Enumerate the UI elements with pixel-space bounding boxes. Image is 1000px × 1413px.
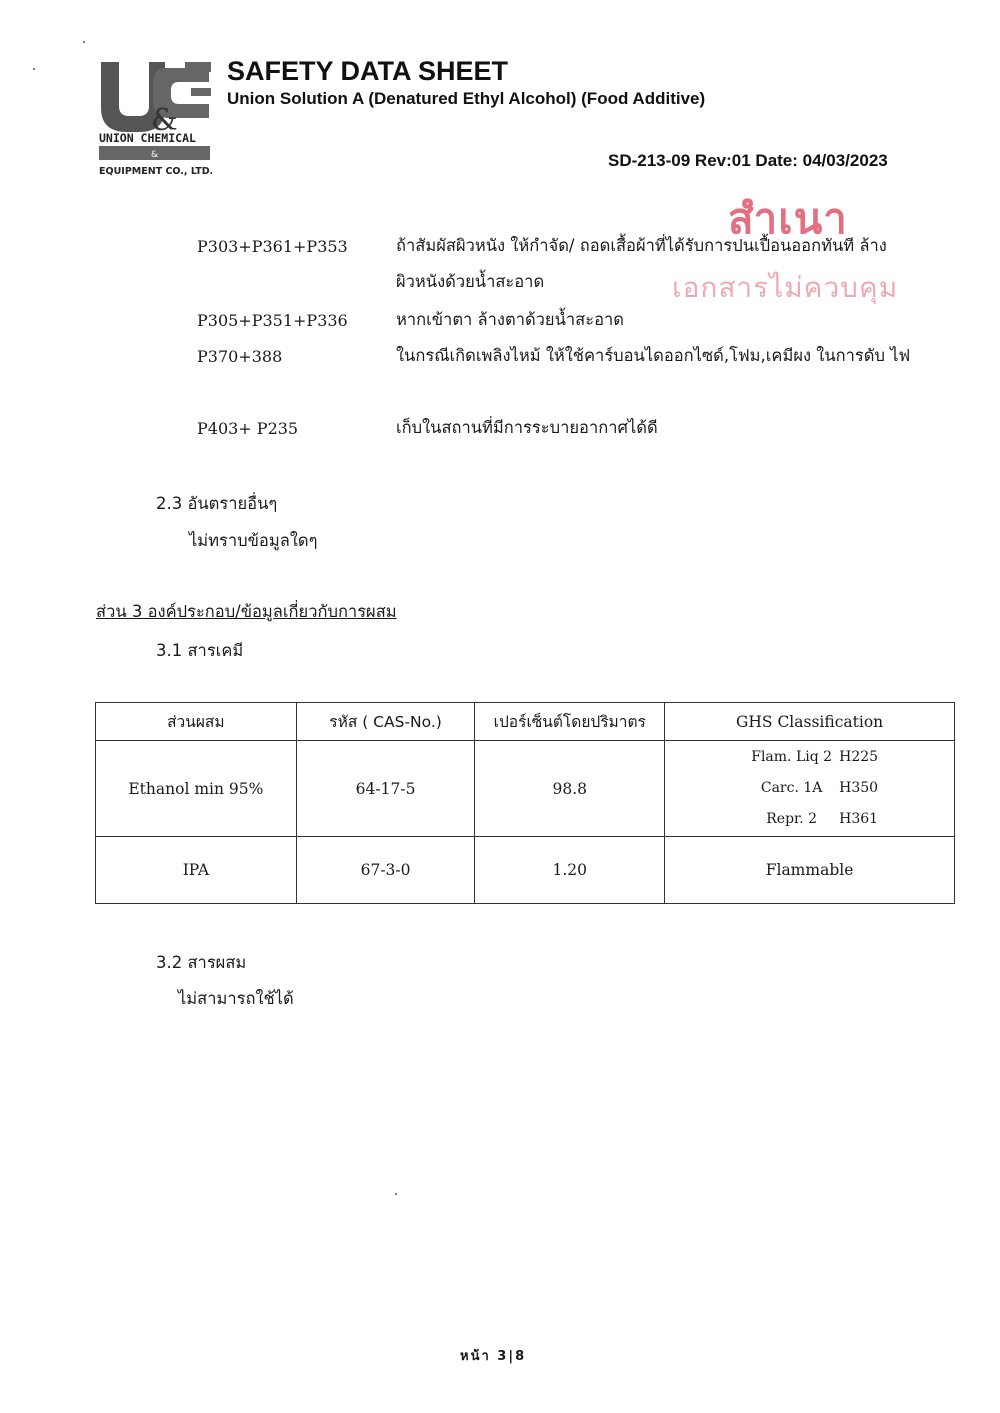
cell-ghs: Flammable [665,837,955,904]
header-cas: รหัส ( CAS-No.) [296,703,475,741]
scan-speck [395,1193,397,1195]
precaution-text: เก็บในสถานที่มีการระบายอากาศได้ดี [396,418,658,437]
composition-table [95,702,955,904]
cell-component: Ethanol min 95% [96,741,297,837]
logo-line1: UNION CHEMICAL [99,131,196,145]
document-subtitle: Union Solution A (Denatured Ethyl Alcohol) (Food Additive) [227,89,706,108]
cell-percent: 98.8 [475,741,665,837]
ghs-entry [744,742,954,773]
ghs-hazard-code: H361 [839,811,879,827]
header-component: ส่วนผสม [96,703,297,741]
section-2-3-body: ไม่ทราบข้อมูลใดๆ [189,531,318,550]
cell-cas: 67-3-0 [296,837,475,904]
ghs-hazard-code: H350 [839,780,879,796]
precaution-code: P403+ P235 [197,419,299,438]
stamp-uncontrolled-label: เอกสารไม่ควบคุม [672,271,899,304]
section-3-2-body: ไม่สามารถใช้ได้ [178,989,294,1008]
cell-ghs [665,741,955,837]
company-logo [97,60,212,178]
cell-component: IPA [96,837,297,904]
cell-percent: 1.20 [475,837,665,904]
logo-line3: EQUIPMENT CO., LTD. [99,166,212,177]
stamp-copy-label: สำเนา [728,194,848,243]
header-percent: เปอร์เซ็นต์โดยปริมาตร [475,703,665,741]
precaution-code: P303+P361+P353 [197,237,348,256]
uce-logo-graphic [97,60,212,178]
ghs-entry [744,773,954,804]
precaution-code: P370+388 [197,347,283,366]
scan-speck [33,68,35,70]
header-ghs: GHS Classification [665,703,955,741]
logo-line2: & [151,150,159,160]
section-2-3-heading: 2.3 อันตรายอื่นๆ [156,494,278,513]
section-3-1-heading: 3.1 สารเคมี [156,641,244,660]
document-title: SAFETY DATA SHEET [227,56,509,86]
document-reference: SD-213-09 Rev:01 Date: 04/03/2023 [608,151,888,170]
cell-cas: 64-17-5 [296,741,475,837]
ghs-hazard-code: H225 [839,749,879,765]
section-3-2-heading: 3.2 สารผสม [156,953,247,972]
table-row [96,741,955,837]
precaution-text: ในกรณีเกิดเพลิงไหม้ ให้ใช้คาร์บอนไดออกไซด์,โฟม,เคมีผง ในการดับ ไฟ [396,346,911,365]
section-3-title: ส่วน 3 องค์ประกอบ/ข้อมูลเกี่ยวกับการผสม [96,602,397,621]
logo-ampersand: & [151,103,178,138]
precaution-text: หากเข้าตา ล้างตาด้วยน้ำสะอาด [396,310,624,329]
ghs-entry [744,804,954,835]
precaution-code: P305+P351+P336 [197,311,348,330]
table-header-row [96,703,955,741]
ghs-class: Carc. 1A [760,780,823,796]
ghs-class: Flam. Liq 2 [751,749,833,765]
page-number: หน้า 3|8 [460,1349,527,1364]
table-row [96,837,955,904]
scan-speck [83,41,85,43]
precaution-text: ถ้าสัมผัสผิวหนัง ให้กำจัด/ ถอดเสื้อผ้าที่ได้รับการปนเปื้อนออกทันที ล้าง ผิวหนังด้วยน้ำสะอาด [396,236,887,291]
ghs-class: Repr. 2 [766,811,818,827]
